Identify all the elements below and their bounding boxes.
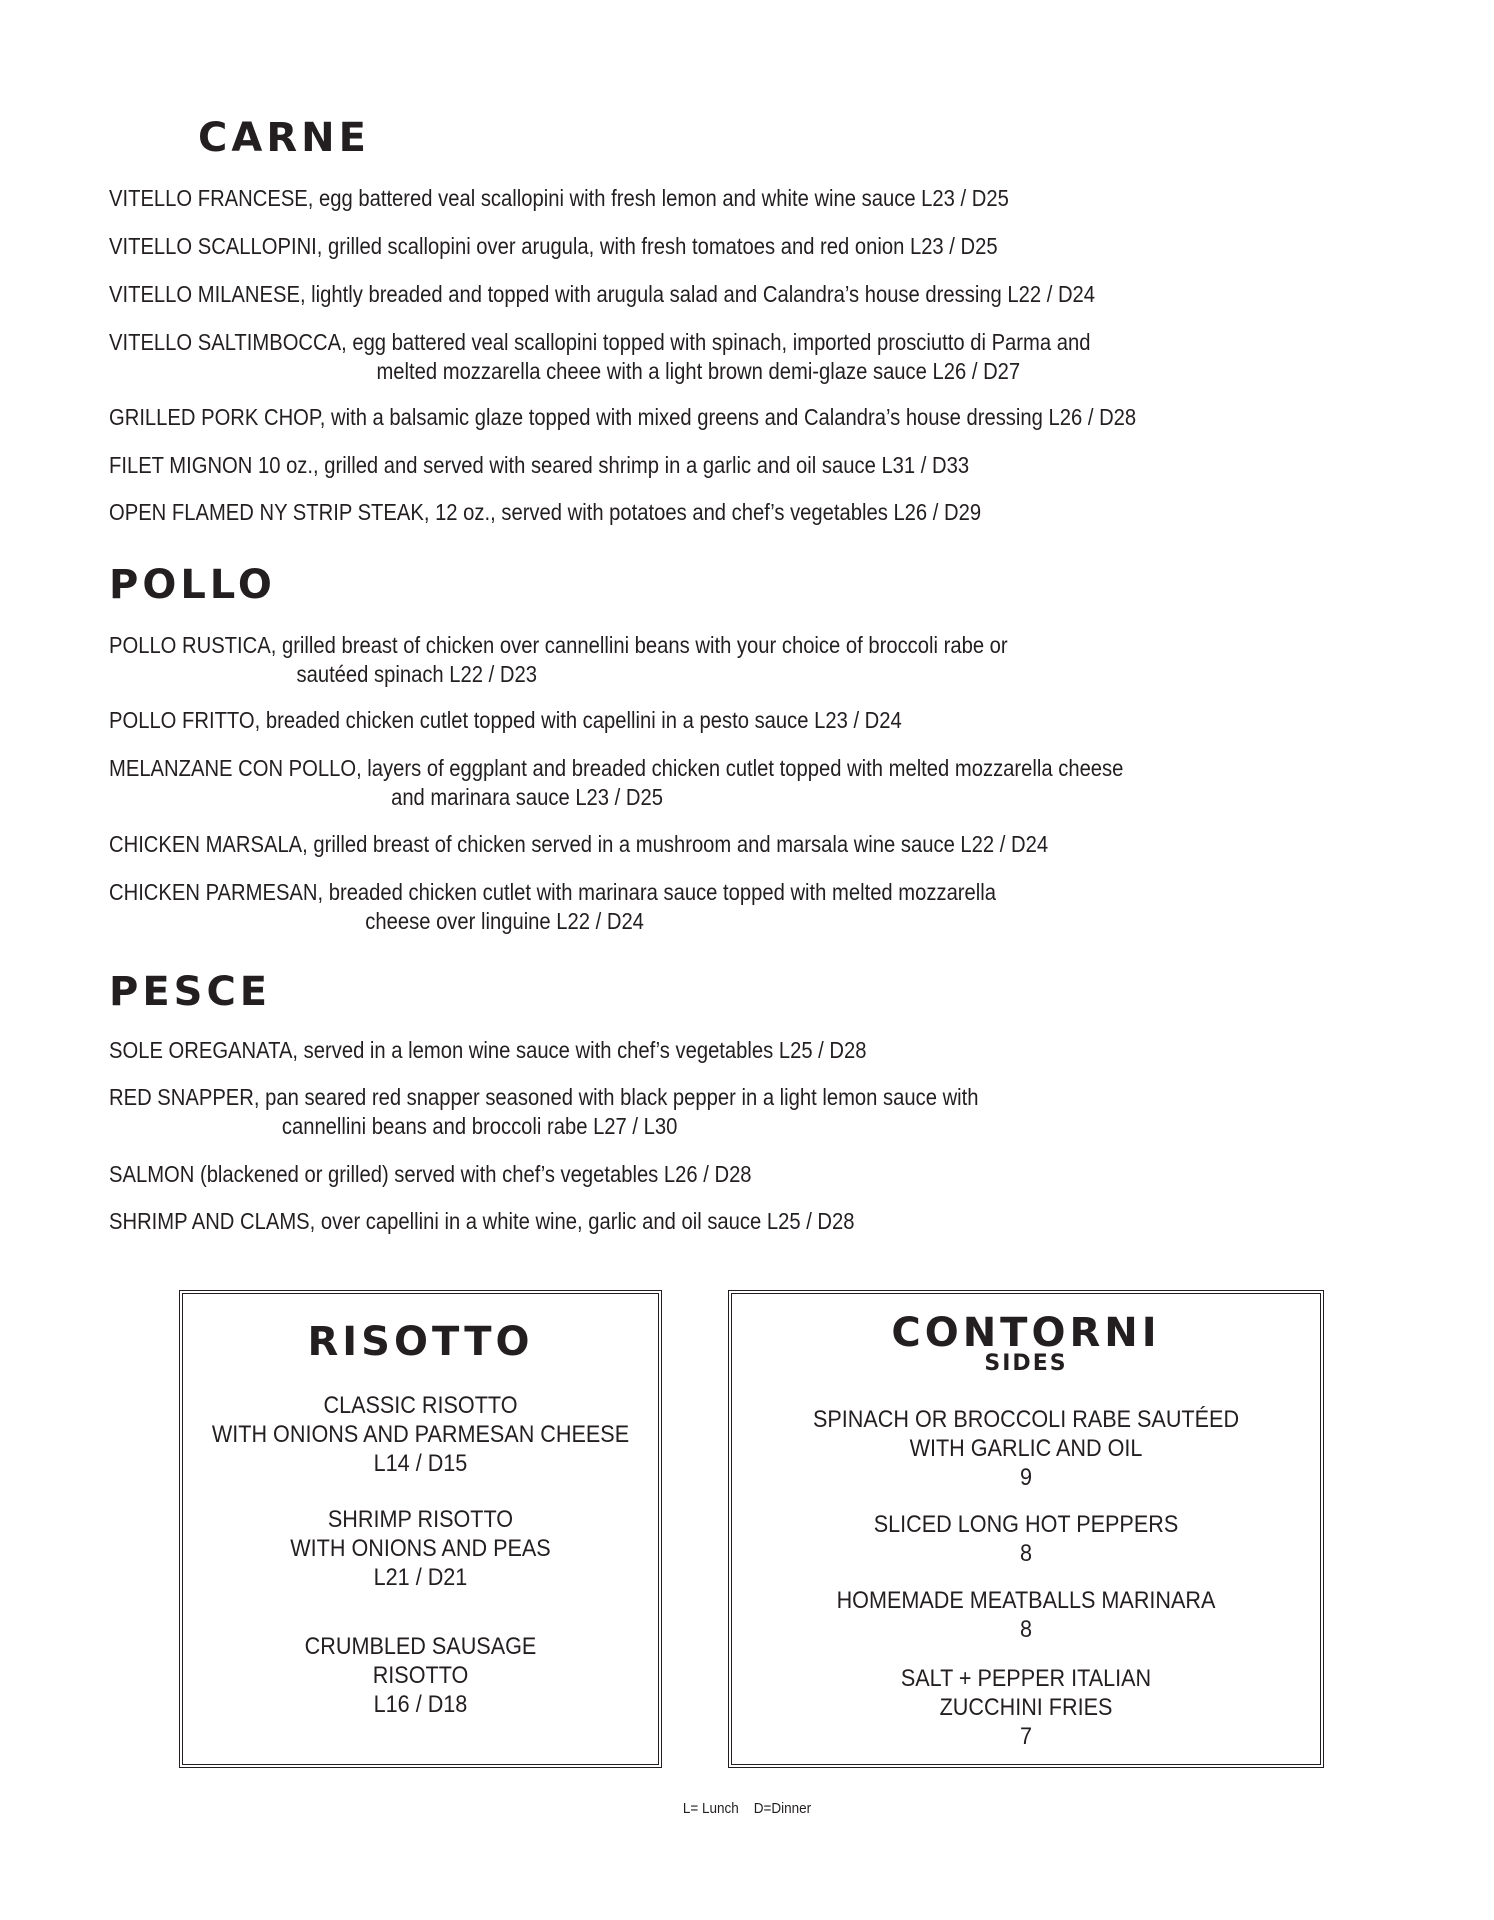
- item-name: HOMEMADE MEATBALLS MARINARA: [836, 1587, 1216, 1614]
- item-description: RISOTTO: [372, 1662, 469, 1689]
- menu-item: [109, 232, 998, 261]
- item-text-continued: sautéed spinach L22 / D23: [296, 661, 537, 687]
- item-price: L21 / D21: [373, 1564, 468, 1591]
- item-price: 8: [1019, 1616, 1033, 1643]
- item-name: CLASSIC RISOTTO: [323, 1392, 518, 1419]
- risotto-item: [204, 1632, 637, 1719]
- item-text: SALMON (blackened or grilled) served with chef’s vegetables L26 / D28: [109, 1161, 752, 1187]
- item-text: SHRIMP AND CLAMS, over capellini in a white wine, garlic and oil sauce L25 / D28: [109, 1208, 855, 1234]
- item-price: L16 / D18: [373, 1691, 468, 1718]
- item-text: POLLO FRITTO, breaded chicken cutlet topped with capellini in a pesto sauce L23 / D24: [109, 707, 902, 733]
- item-price: 9: [1019, 1464, 1033, 1491]
- contorni-box: [728, 1290, 1324, 1768]
- item-text: POLLO RUSTICA, grilled breast of chicken over cannellini beans with your choice of broccoli rabe or: [109, 632, 1008, 658]
- risotto-item: [204, 1505, 637, 1592]
- item-price: 8: [1019, 1540, 1033, 1567]
- item-text-continued: cheese over linguine L22 / D24: [365, 908, 644, 934]
- contorni-title: CONTORNI: [891, 1310, 1161, 1356]
- item-text-continued: melted mozzarella cheee with a light brown demi-glaze sauce L26 / D27: [376, 358, 1021, 384]
- item-text: MELANZANE CON POLLO, layers of eggplant and breaded chicken cutlet topped with melted mozzarella cheese: [109, 755, 1124, 781]
- risotto-box: [179, 1290, 662, 1768]
- menu-item: [109, 878, 996, 936]
- contorni-item: [759, 1586, 1294, 1644]
- item-text: VITELLO FRANCESE, egg battered veal scallopini with fresh lemon and white wine sauce L23 / D25: [109, 185, 1009, 211]
- item-text: CHICKEN MARSALA, grilled breast of chicken served in a mushroom and marsala wine sauce L22 / D24: [109, 831, 1049, 857]
- item-text: VITELLO MILANESE, lightly breaded and topped with arugula salad and Calandra’s house dressing L22 / D24: [109, 281, 1096, 307]
- menu-item: [109, 1036, 866, 1065]
- item-text: VITELLO SCALLOPINI, grilled scallopini over arugula, with fresh tomatoes and red onion L23 / D25: [109, 233, 998, 259]
- item-text: OPEN FLAMED NY STRIP STEAK, 12 oz., served with potatoes and chef’s vegetables L26 / D29: [109, 499, 982, 525]
- menu-item: [109, 498, 981, 527]
- menu-item: [109, 1083, 979, 1141]
- menu-item: [109, 1160, 752, 1189]
- menu-item: [109, 403, 1136, 432]
- menu-item: [109, 830, 1048, 859]
- item-description: ZUCCHINI FRIES: [939, 1694, 1113, 1721]
- item-name: CRUMBLED SAUSAGE: [304, 1633, 537, 1660]
- menu-item: [109, 1207, 855, 1236]
- item-name: SHRIMP RISOTTO: [327, 1506, 514, 1533]
- price-legend: L= Lunch D=Dinner: [682, 1800, 812, 1817]
- section-title-pesce: PESCE: [109, 969, 272, 1015]
- menu-item: [109, 631, 1008, 689]
- item-text-continued: cannellini beans and broccoli rabe L27 / L30: [281, 1113, 678, 1139]
- item-price: L14 / D15: [373, 1450, 468, 1477]
- item-description: WITH ONIONS AND PARMESAN CHEESE: [211, 1421, 630, 1448]
- contorni-subtitle: SIDES: [984, 1351, 1068, 1376]
- item-name: SALT + PEPPER ITALIAN: [900, 1665, 1152, 1692]
- risotto-item: [204, 1391, 637, 1478]
- item-text: VITELLO SALTIMBOCCA, egg battered veal scallopini topped with spinach, imported prosciutto di Parma and: [109, 329, 1091, 355]
- item-text: SOLE OREGANATA, served in a lemon wine sauce with chef’s vegetables L25 / D28: [109, 1037, 867, 1063]
- risotto-title: RISOTTO: [307, 1319, 534, 1365]
- menu-item: [109, 706, 902, 735]
- menu-item: [109, 280, 1095, 309]
- contorni-item: [759, 1664, 1294, 1751]
- contorni-item: [759, 1510, 1294, 1568]
- item-name: SLICED LONG HOT PEPPERS: [873, 1511, 1179, 1538]
- item-text: RED SNAPPER, pan seared red snapper seasoned with black pepper in a light lemon sauce with: [109, 1084, 979, 1110]
- section-title-carne: CARNE: [198, 115, 370, 161]
- item-text: FILET MIGNON 10 oz., grilled and served with seared shrimp in a garlic and oil sauce L31 / D33: [109, 452, 970, 478]
- item-text: CHICKEN PARMESAN, breaded chicken cutlet with marinara sauce topped with melted mozzarella: [109, 879, 997, 905]
- menu-item: [109, 328, 1090, 386]
- menu-item: [109, 754, 1123, 812]
- contorni-item: [759, 1405, 1294, 1492]
- item-description: WITH GARLIC AND OIL: [909, 1435, 1143, 1462]
- item-name: SPINACH OR BROCCOLI RABE SAUTÉED: [812, 1406, 1240, 1433]
- item-price: 7: [1019, 1723, 1033, 1750]
- menu-item: [109, 451, 969, 480]
- item-description: WITH ONIONS AND PEAS: [290, 1535, 551, 1562]
- item-text-continued: and marinara sauce L23 / D25: [391, 784, 663, 810]
- menu-item: [109, 184, 1009, 213]
- section-title-pollo: POLLO: [109, 562, 276, 608]
- item-text: GRILLED PORK CHOP, with a balsamic glaze topped with mixed greens and Calandra’s house dressing L26 / D28: [109, 404, 1137, 430]
